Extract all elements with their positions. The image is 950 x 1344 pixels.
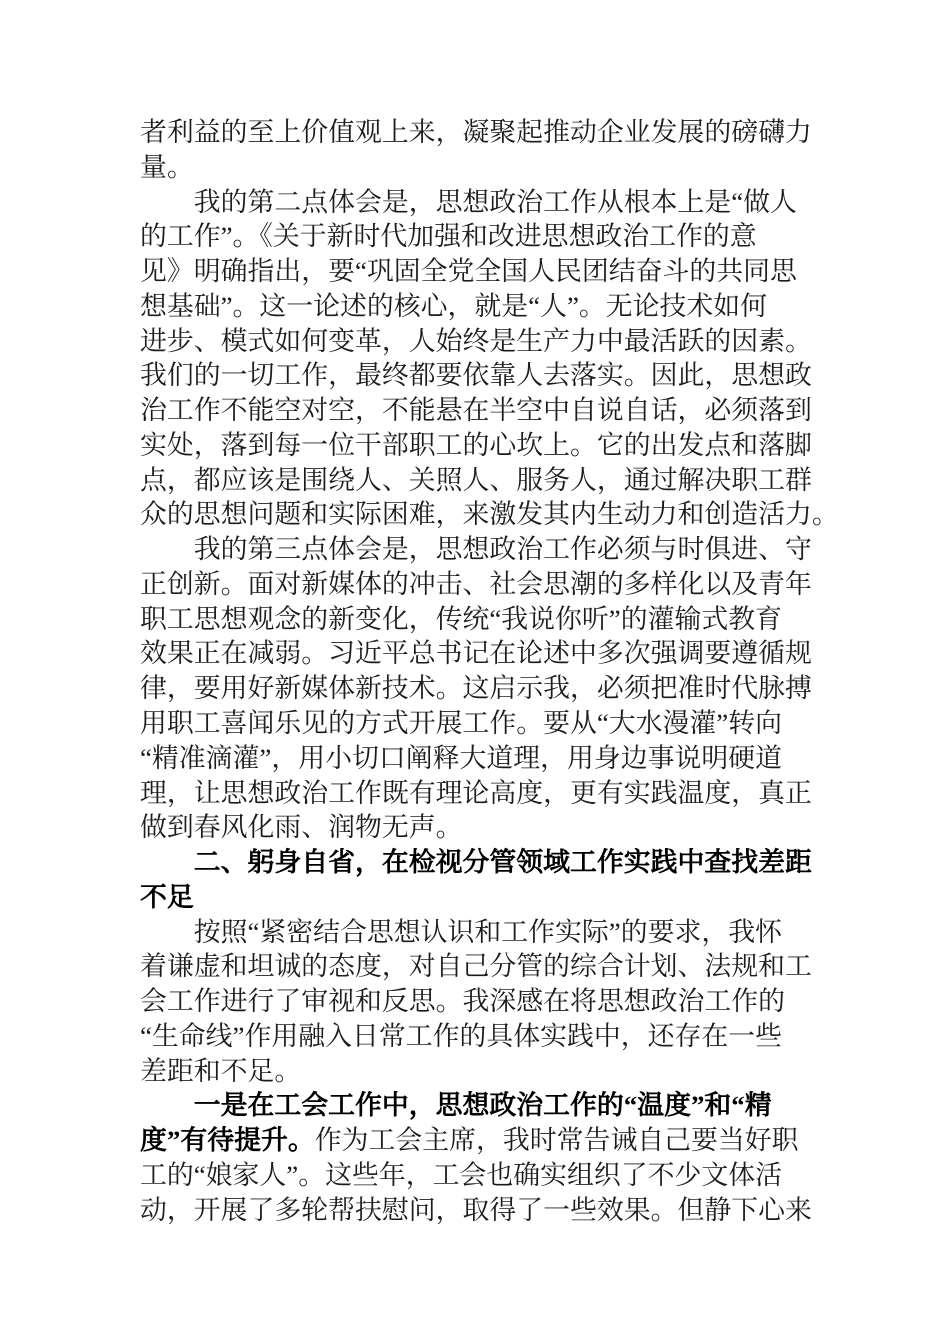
body-text-line [140,949,812,984]
bold-lead-text: 一是在工会工作中，思想政治工作的“温度”和“精 [193,1090,772,1121]
body-text-line [140,324,812,359]
body-text: 我的第三点体会是，思想政治工作必须与时俱进、守 [193,534,812,565]
body-text-line [140,810,812,845]
body-text: 见》明确指出，要“巩固全党全国人民团结奋斗的共同思 [140,256,797,287]
body-text-line [140,115,812,150]
body-text-line [140,532,812,567]
body-text-line [140,393,812,428]
body-text: 职工思想观念的新变化，传统“我说你听”的灌输式教育 [140,603,782,634]
bold-lead-text: 度”有待提升。 [140,1125,315,1156]
section-heading-text: 不足 [140,881,194,912]
body-text: 着谦虚和坦诚的态度，对自己分管的综合计划、法规和工 [140,951,812,982]
body-text: 做到春风化雨、润物无声。 [140,812,463,843]
body-text-line [140,1123,812,1158]
body-text: 律，要用好新媒体新技术。这启示我，必须把准时代脉搏 [140,673,812,704]
body-text: 我的第二点体会是，思想政治工作从根本上是“做人 [193,186,797,217]
body-text: “生命线”作用融入日常工作的具体实践中，还存在一些 [140,1020,782,1051]
body-text-line [140,358,812,393]
body-text: 点，都应该是围绕人、关照人、服务人，通过解决职工群 [140,464,812,495]
body-text: 众的思想问题和实际困难，来激发其内生动力和创造活力。 [140,499,839,530]
body-text: 效果正在减弱。习近平总书记在论述中多次强调要遵循规 [140,638,812,669]
body-text-line [140,289,812,324]
body-text-line [140,636,812,671]
section-heading-line [140,845,812,880]
body-text-line [140,428,812,463]
body-text: 者利益的至上价值观上来，凝聚起推动企业发展的磅礴力 [140,117,812,147]
body-text-line [140,602,812,637]
body-text-line [140,706,812,741]
section-heading-text: 二、躬身自省，在检视分管领域工作实践中查找差距 [193,847,812,878]
body-text: 差距和不足。 [140,1055,302,1086]
body-text-line [140,1019,812,1054]
body-text-line [140,1158,812,1193]
body-text-line [140,254,812,289]
body-text-line [140,150,812,185]
body-text: 正创新。面对新媒体的冲击、社会思潮的多样化以及青年 [140,568,812,599]
body-text-line [140,915,812,950]
body-text: “精准滴灌”，用小切口阐释大道理，用身边事说明硬道 [140,742,782,773]
body-text: 工的“娘家人”。这些年，工会也确实组织了不少文体活 [140,1159,782,1190]
body-text-line [140,1088,812,1123]
text-block [140,115,839,1228]
body-text: 理，让思想政治工作既有理论高度，更有实践温度，真正 [140,777,812,808]
body-text: 治工作不能空对空，不能悬在半空中自说自话，必须落到 [140,395,812,426]
body-text: 作为工会主席，我时常告诫自己要当好职 [314,1125,799,1156]
body-text: 想基础”。这一论述的核心，就是“人”。无论技术如何 [140,290,768,321]
body-text: 实处，落到每一位干部职工的心坎上。它的出发点和落脚 [140,429,812,460]
body-text-line [140,567,812,602]
section-heading-line [140,880,812,915]
body-text-line [140,185,812,220]
body-text: 用职工喜闻乐见的方式开展工作。要从“大水漫灌”转向 [140,708,782,739]
body-text: 动，开展了多轮帮扶慰问，取得了一些效果。但静下心来 [140,1194,812,1225]
body-text: 量。 [140,151,194,182]
body-text-line [140,463,812,498]
body-text-line [140,219,812,254]
body-text-line [140,776,812,811]
body-text-line [140,1193,812,1228]
body-text: 会工作进行了审视和反思。我深感在将思想政治工作的 [140,986,786,1017]
body-text-line [140,984,812,1019]
body-text: 的工作”。《关于新时代加强和改进思想政治工作的意 [140,221,757,252]
body-text: 按照“紧密结合思想认识和工作实际”的要求，我怀 [193,916,782,947]
body-text-line [140,1054,812,1089]
body-text-line [140,741,812,776]
body-text-line [140,671,812,706]
body-text-line [140,497,839,532]
body-text: 进步、模式如何变革，人始终是生产力中最活跃的因素。 [140,325,812,356]
body-text: 我们的一切工作，最终都要依靠人去落实。因此，思想政 [140,360,812,391]
